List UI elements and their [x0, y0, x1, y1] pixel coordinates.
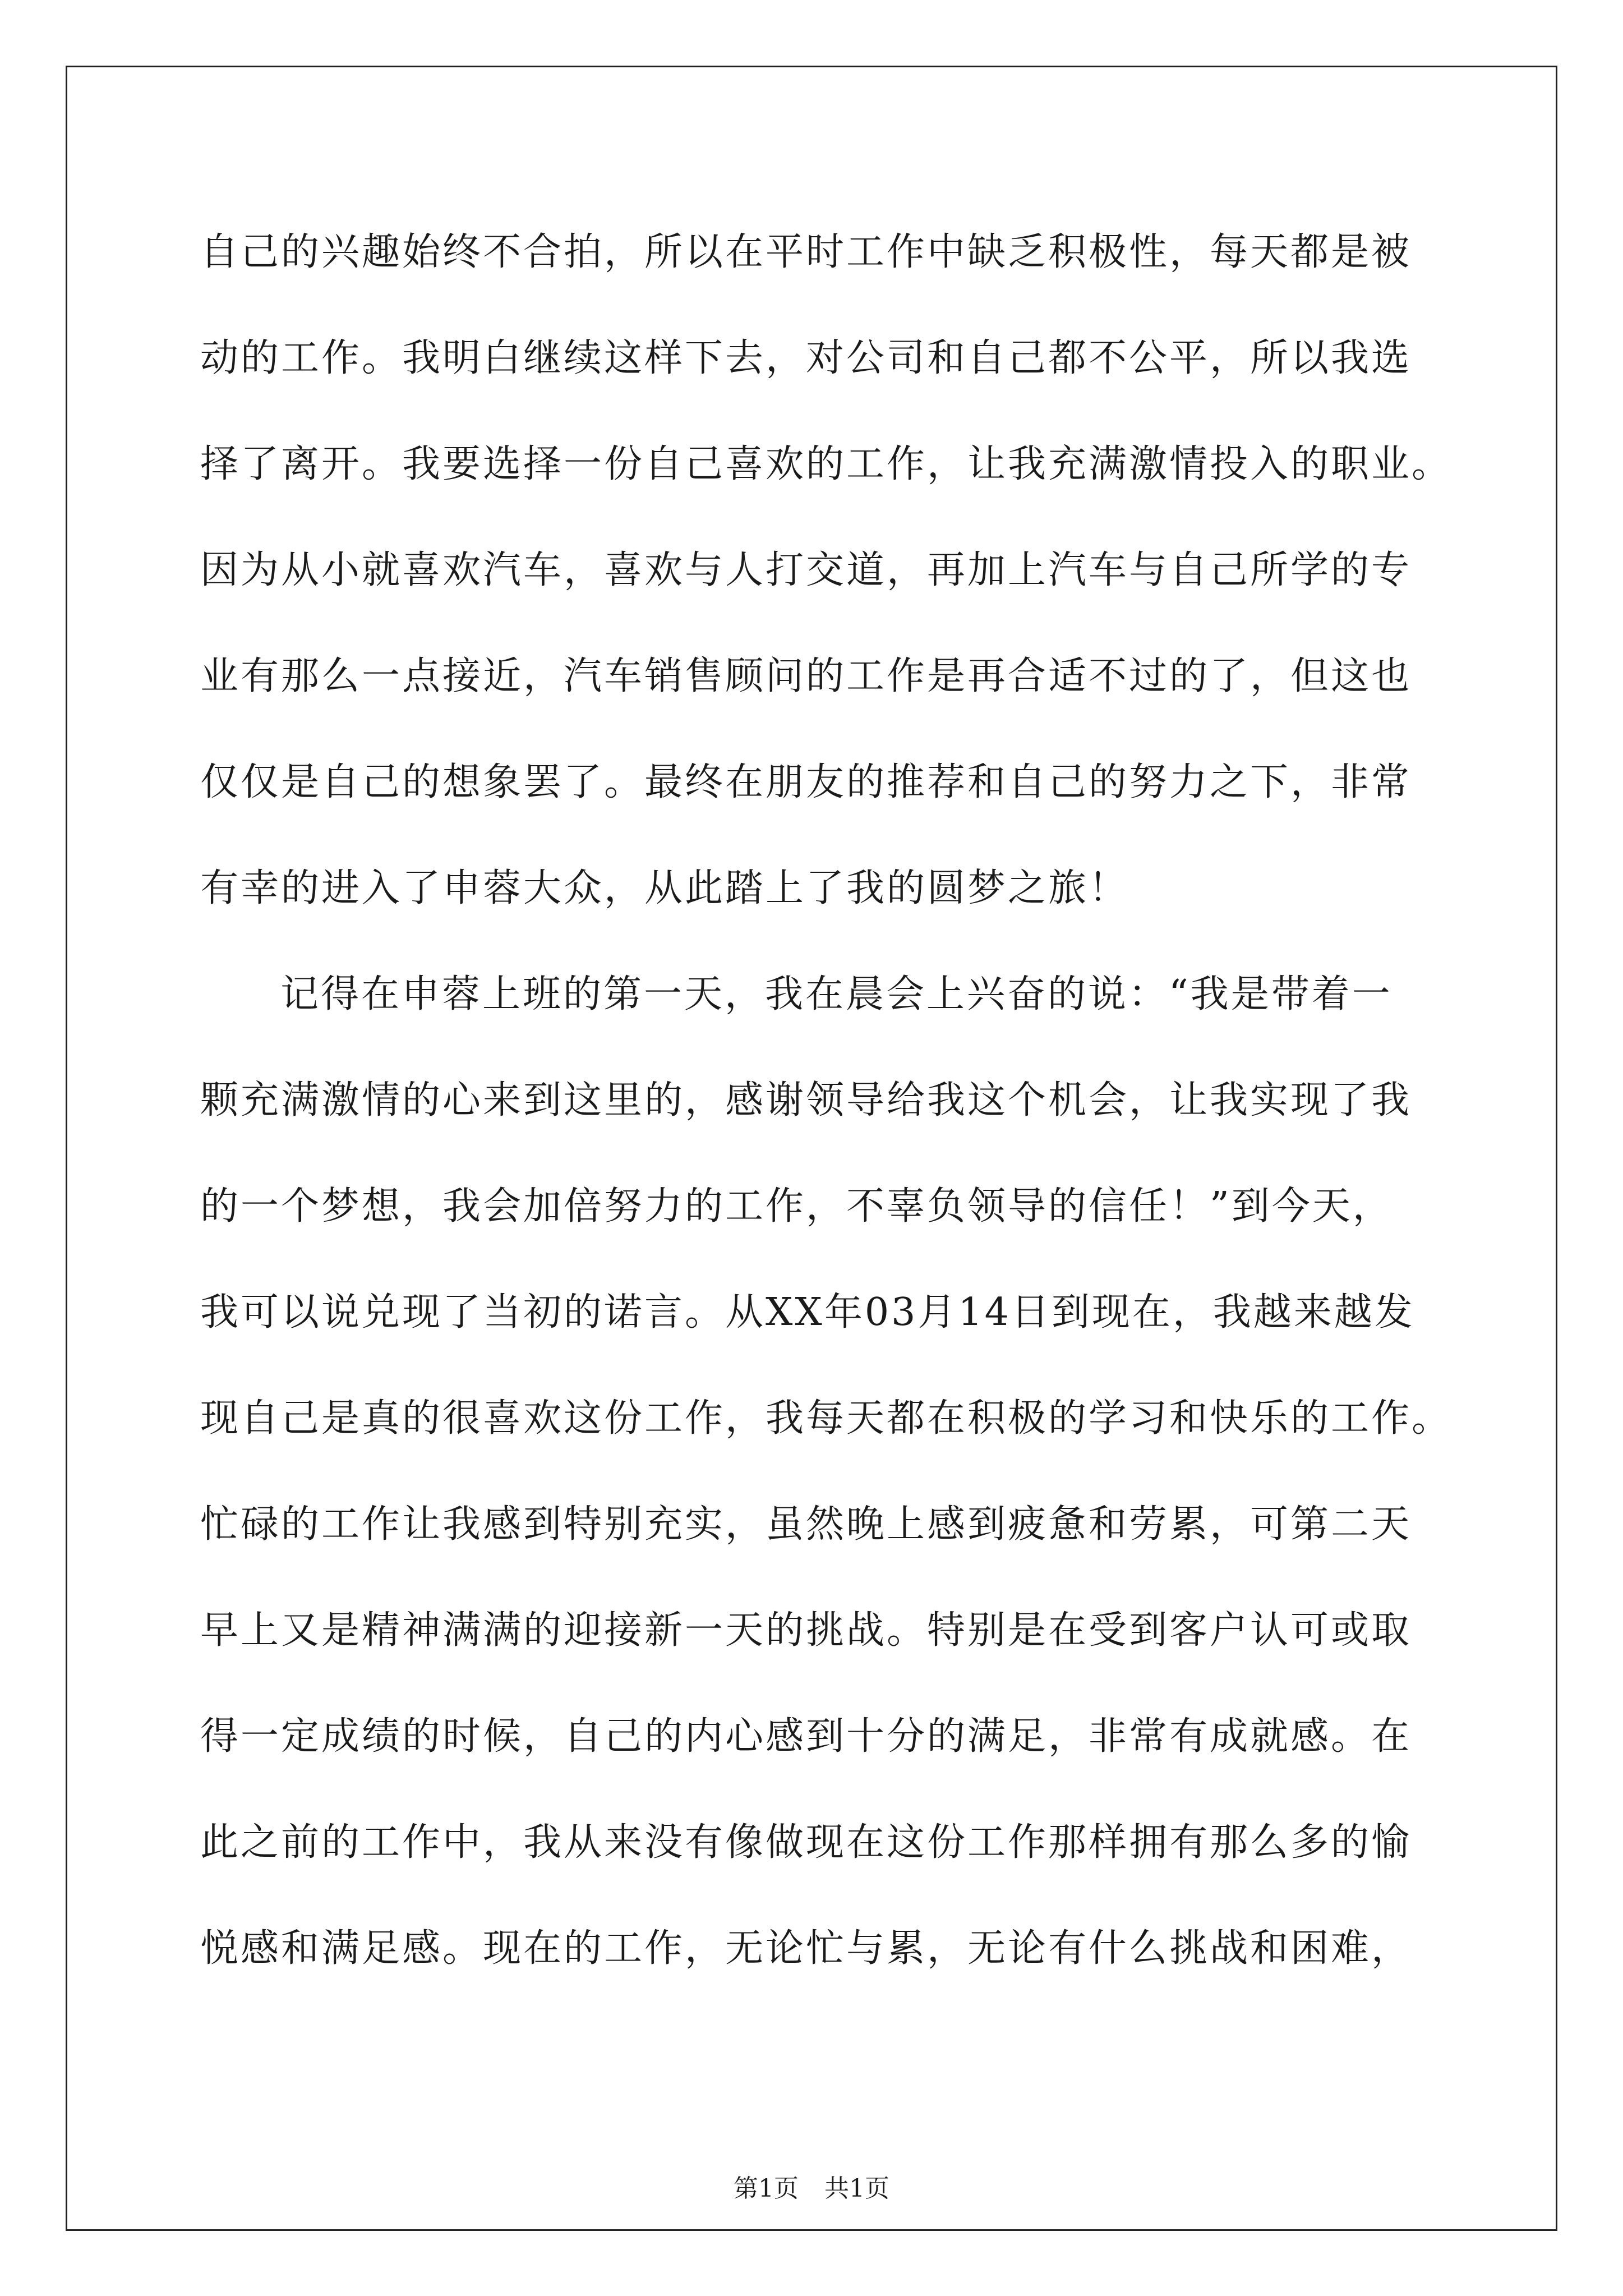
text-line: 仅仅是自己的想象罢了。最终在朋友的推荐和自己的努力之下，非常 [200, 760, 1412, 804]
text-line: 择了离开。我要选择一份自己喜欢的工作，让我充满激情投入的职业。 [200, 442, 1453, 486]
text-line: 现自己是真的很喜欢这份工作，我每天都在积极的学习和快乐的工作。 [200, 1396, 1453, 1441]
text-line: 得一定成绩的时候，自己的内心感到十分的满足，非常有成就感。在 [200, 1714, 1412, 1759]
paragraph-start-line: 记得在申蓉上班的第一天，我在晨会上兴奋的说：“我是带着一 [280, 972, 1393, 1016]
body-text [200, 219, 1453, 2021]
text-line: 动的工作。我明白继续这样下去，对公司和自己都不公平，所以我选 [200, 336, 1412, 380]
text-line: 自己的兴趣始终不合拍，所以在平时工作中缺乏积极性，每天都是被 [200, 230, 1412, 274]
text-line: 忙碌的工作让我感到特别充实，虽然晚上感到疲惫和劳累，可第二天 [200, 1502, 1412, 1547]
page-total: 共1页 [824, 2174, 889, 2203]
page-number: 第1页 [734, 2174, 799, 2203]
page-footer [0, 2168, 1623, 2204]
text-line: 此之前的工作中，我从来没有像做现在这份工作那样拥有那么多的愉 [200, 1820, 1412, 1865]
text-line: 有幸的进入了申蓉大众，从此踏上了我的圆梦之旅！ [200, 866, 1129, 910]
text-line: 因为从小就喜欢汽车，喜欢与人打交道，再加上汽车与自己所学的专 [200, 548, 1412, 592]
text-line: 业有那么一点接近，汽车销售顾问的工作是再合适不过的了，但这也 [200, 654, 1412, 698]
text-line: 早上又是精神满满的迎接新一天的挑战。特别是在受到客户认可或取 [200, 1608, 1412, 1653]
text-line: 悦感和满足感。现在的工作，无论忙与累，无论有什么挑战和困难， [200, 1926, 1412, 1971]
text-line: 的一个梦想，我会加倍努力的工作，不辜负领导的信任！”到今天， [200, 1184, 1393, 1228]
text-line: 我可以说兑现了当初的诺言。从XX年03月14日到现在，我越来越发 [200, 1290, 1415, 1335]
text-line: 颗充满激情的心来到这里的，感谢领导给我这个机会，让我实现了我 [200, 1078, 1412, 1122]
